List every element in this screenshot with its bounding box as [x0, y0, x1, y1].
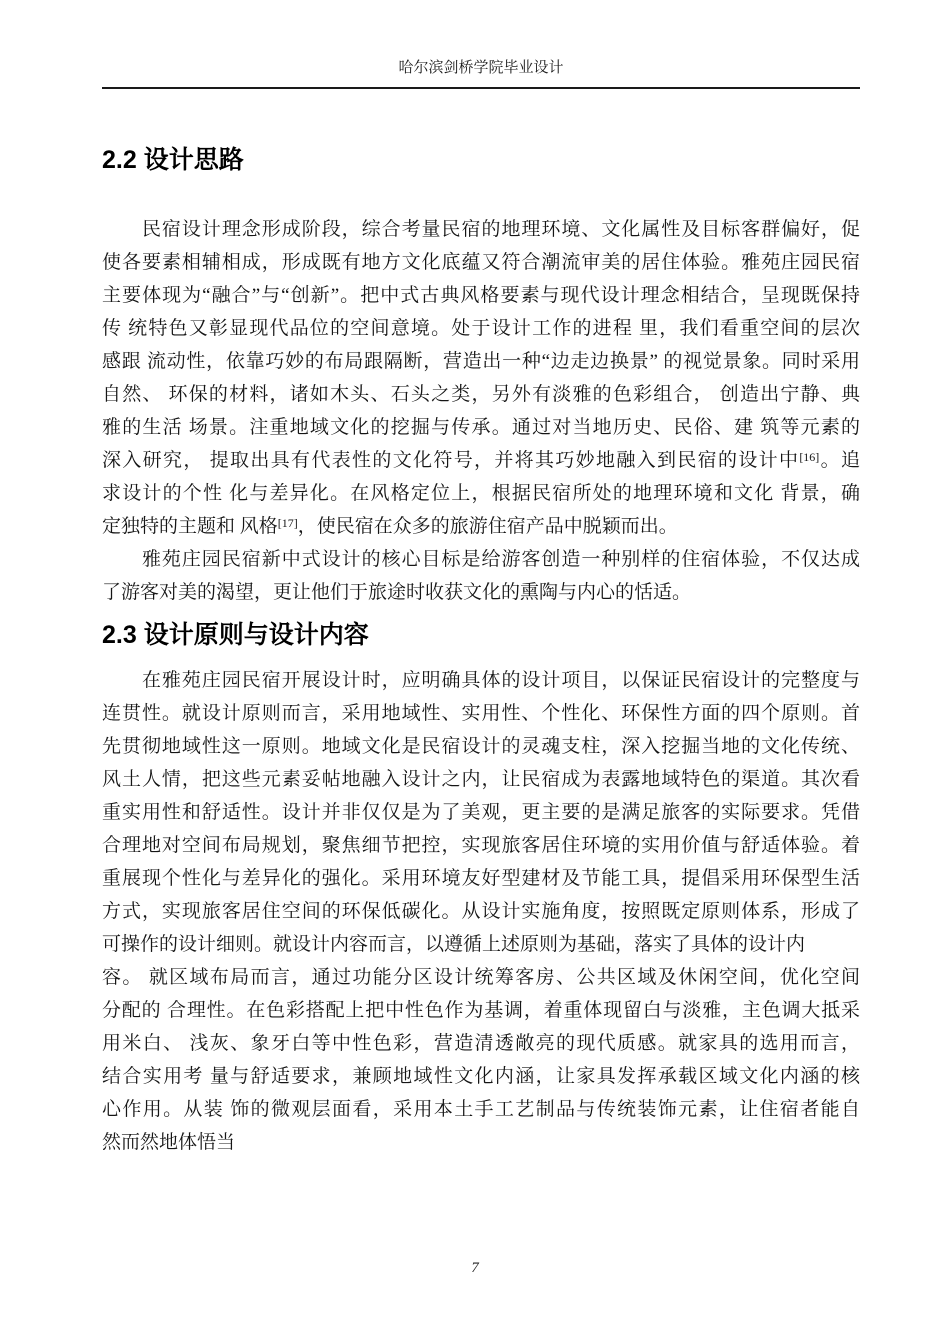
- body-line: 定独特的主题和 风格[17]，使民宿在众多的旅游住宿产品中脱颖而出。: [102, 516, 678, 537]
- body-line: 自然、 环保的材料，诸如木头、石头之类，另外有淡雅的色彩组合， 创造出宁静、典: [102, 384, 860, 405]
- body-line: 容。 就区域布局而言，通过功能分区设计统筹客房、公共区域及休闲空间，优化空间: [102, 967, 860, 988]
- body-line: 方式，实现旅客居住空间的环保低碳化。从设计实施角度，按照既定原则体系，形成了: [102, 901, 860, 922]
- body-line: 连贯性。就设计原则而言，采用地域性、实用性、个性化、环保性方面的四个原则。首: [102, 703, 860, 724]
- body-line: 用米白、 浅灰、象牙白等中性色彩，营造清透敞亮的现代质感。就家具的选用而言，: [102, 1033, 860, 1054]
- body-line: 求设计的个性 化与差异化。在风格定位上，根据民宿所处的地理环境和文化 背景，确: [102, 483, 860, 504]
- body-line: 民宿设计理念形成阶段，综合考量民宿的地理环境、文化属性及目标客群偏好，促: [102, 219, 860, 240]
- body-line: 风土人情，把这些元素妥帖地融入设计之内，让民宿成为表露地域特色的渠道。其次看: [102, 769, 860, 790]
- page-header: [102, 0, 860, 89]
- body-line: 感跟 流动性，依靠巧妙的布局跟隔断，营造出一种“边走边换景” 的视觉景象。同时采用: [102, 351, 860, 372]
- body-line: 先贯彻地域性这一原则。地域文化是民宿设计的灵魂支柱，深入挖掘当地的文化传统、: [102, 736, 860, 757]
- section-heading-2-3: 2.3 设计原则与设计内容: [102, 621, 369, 649]
- body-line: 合理地对空间布局规划，聚焦细节把控，实现旅客居住环境的实用价值与舒适体验。着: [102, 835, 860, 856]
- body-line: 结合实用考 量与舒适要求，兼顾地域性文化内涵，让家具发挥承载区域文化内涵的核: [102, 1066, 860, 1087]
- body-line: 心作用。从装 饰的微观层面看，采用本土手工艺制品与传统装饰元素，让住宿者能自: [102, 1099, 860, 1120]
- body-line: 主要体现为“融合”与“创新”。把中式古典风格要素与现代设计理念相结合，呈现既保持: [102, 285, 860, 306]
- running-head-title: 哈尔滨剑桥学院毕业设计: [398, 60, 564, 76]
- page-number: 7: [471, 1260, 479, 1276]
- paragraph-design-principles: [102, 664, 860, 1159]
- body-line: 分配的 合理性。在色彩搭配上把中性色作为基调，着重体现留白与淡雅，主色调大抵采: [102, 1000, 860, 1021]
- body-line: 传 统特色又彰显现代品位的空间意境。处于设计工作的进程 里，我们看重空间的层次: [102, 318, 860, 339]
- body-line: 了游客对美的渴望，更让他们于旅途时收获文化的熏陶与内心的恬适。: [102, 582, 692, 603]
- body-line: 雅的生活 场景。注重地域文化的挖掘与传承。通过对当地历史、民俗、建 筑等元素的: [102, 417, 860, 438]
- body-line: 重展现个性化与差异化的强化。采用环境友好型建材及节能工具，提倡采用环保型生活: [102, 868, 860, 889]
- paragraph-design-goal: [102, 543, 860, 609]
- body-line: 使各要素相辅相成，形成既有地方文化底蕴又符合潮流审美的居住体验。雅苑庄园民宿: [102, 252, 860, 273]
- body-line: 雅苑庄园民宿新中式设计的核心目标是给游客创造一种别样的住宿体验，不仅达成: [102, 549, 860, 570]
- body-line: 深入研究， 提取出具有代表性的文化符号，并将其巧妙地融入到民宿的设计中[16]。追: [102, 450, 860, 471]
- paragraph-design-concept: [102, 213, 860, 543]
- body-line: 然而然地体悟当: [102, 1132, 236, 1153]
- body-line: 可操作的设计细则。就设计内容而言，以遵循上述原则为基础，落实了具体的设计内: [102, 934, 806, 955]
- body-line: 重实用性和舒适性。设计并非仅仅是为了美观，更主要的是满足旅客的实际要求。凭借: [102, 802, 860, 823]
- section-heading-2-2: 2.2 设计思路: [102, 146, 244, 174]
- body-line: 在雅苑庄园民宿开展设计时，应明确具体的设计项目，以保证民宿设计的完整度与: [102, 670, 860, 691]
